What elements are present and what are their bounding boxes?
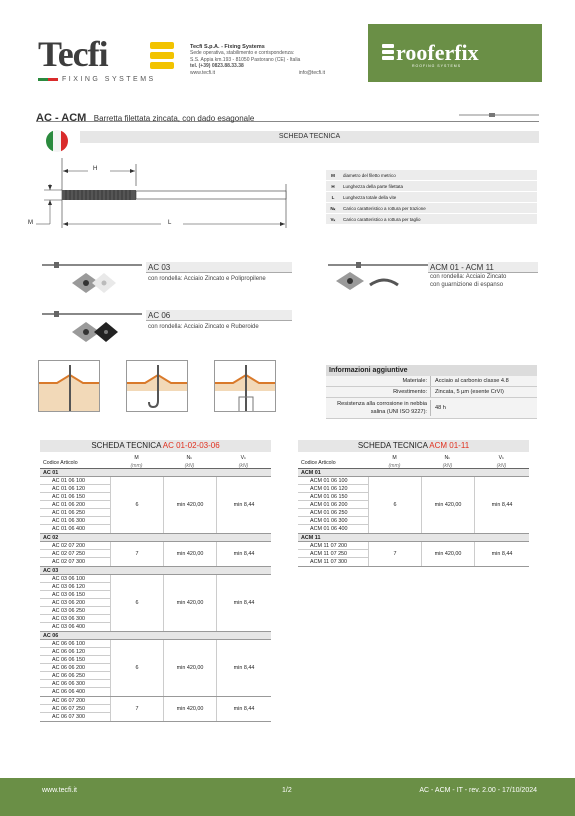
article-codes: [40, 477, 110, 533]
table-title-series: AC 01-02-03-06: [162, 441, 220, 450]
table-row: AC 01 06 300: [40, 517, 110, 525]
dimension-l-label: L: [168, 220, 172, 226]
value-m: 6: [368, 477, 421, 533]
table-row: ACM 11 07 200: [298, 542, 368, 550]
italian-flag-stripe-icon: [38, 78, 58, 81]
table-block: [298, 477, 529, 534]
table-block: [40, 575, 271, 632]
col-header-v: [216, 452, 271, 468]
table-row: AC 03 06 250: [40, 607, 110, 615]
table-row: ACM 01 06 120: [298, 485, 368, 493]
page-number: 1/2: [282, 787, 292, 794]
group-header: AC 01: [40, 469, 271, 477]
table-row: AC 06 06 300: [40, 680, 110, 688]
legend-row: M diametro del filetto metrico: [326, 170, 537, 181]
company-info: [190, 44, 325, 76]
value-nk: min 420,00: [421, 542, 474, 566]
value-vk: min 8,44: [216, 697, 271, 721]
acm-product-image: [326, 259, 430, 299]
col-header-m: [368, 452, 421, 468]
spec-table-acm: [298, 440, 529, 567]
table-row: AC 06 06 100: [40, 640, 110, 648]
value-m: 7: [110, 697, 163, 721]
table-header: [40, 452, 271, 469]
table-title-prefix: SCHEDA TECNICA: [91, 441, 163, 450]
article-codes: [298, 477, 368, 533]
table-row: AC 03 06 300: [40, 615, 110, 623]
tecfi-logo-subtitle: FIXING SYSTEMS: [62, 76, 156, 83]
variant-acm: [428, 262, 538, 289]
article-codes: [40, 575, 110, 631]
col-header-label: M: [134, 455, 139, 461]
value-m: 7: [110, 542, 163, 566]
variant-acm-desc-1: con rondella: Acciaio Zincato: [430, 274, 507, 280]
page-footer: [0, 778, 575, 816]
value-nk: min 420,00: [163, 477, 216, 533]
table-row: ACM 01 06 150: [298, 493, 368, 501]
ac03-product-image: [40, 259, 144, 299]
col-header-n: [421, 452, 474, 468]
table-row: ACM 01 06 200: [298, 501, 368, 509]
col-header-unit: (kN): [184, 462, 195, 469]
variant-ac03-title: AC 03: [146, 262, 292, 273]
company-web[interactable]: www.tecfi.it: [190, 69, 216, 76]
installation-illustration-1: [38, 360, 100, 412]
installation-illustration-2: [126, 360, 188, 412]
table-row: AC 03 06 400: [52, 624, 85, 630]
table-title: [40, 440, 271, 452]
table-row: AC 06 06 200: [40, 664, 110, 672]
table-row: AC 01 06 100: [40, 477, 110, 485]
article-codes: [298, 542, 368, 566]
company-email[interactable]: info@tecfi.it: [298, 69, 325, 76]
col-header-unit: (kN): [442, 462, 453, 469]
table-row: AC 01 06 120: [40, 485, 110, 493]
technical-drawing: [36, 158, 296, 238]
article-codes: [40, 640, 110, 696]
value-vk: min 8,44: [474, 542, 529, 566]
threaded-rod-icon: [459, 112, 539, 118]
table-block: [40, 542, 271, 567]
value-nk: min 420,00: [163, 640, 216, 696]
company-name: Tecfi S.p.A. - Fixing Systems: [190, 44, 265, 50]
rooferfix-logo: rooferfix: [396, 40, 479, 65]
table-row: ACM 11 07 250: [298, 550, 368, 558]
table-title: [298, 440, 529, 452]
table-row: AC 01 06 200: [40, 501, 110, 509]
table-row: AC 06 07 250: [40, 705, 110, 713]
document-revision: AC - ACM - IT - rev. 2.00 - 17/10/2024: [419, 787, 537, 794]
table-title-series: ACM 01-11: [429, 441, 470, 450]
info-row: Materiale: Acciaio al carbonio classe 4.8: [326, 376, 537, 387]
legend-row: Nₖ Carico caratteristico a rottura per trazione: [326, 203, 537, 214]
value-vk: min 8,44: [216, 640, 271, 696]
col-header-code: Codice Articolo: [301, 460, 336, 466]
scheda-tecnica-heading: SCHEDA TECNICA: [80, 131, 539, 143]
value-vk: min 8,44: [216, 575, 271, 631]
table-row: AC 03 06 200: [40, 599, 110, 607]
variant-ac03: [146, 262, 292, 283]
col-header-label: Nₖ: [444, 455, 451, 461]
table-row: AC 03 06 150: [40, 591, 110, 599]
value-m: 6: [110, 575, 163, 631]
variant-ac06-title: AC 06: [146, 310, 292, 321]
value-vk: min 8,44: [216, 477, 271, 533]
additional-info-heading: Informazioni aggiuntive: [326, 365, 537, 376]
table-row: ACM 01 06 100: [298, 477, 368, 485]
value-nk: min 420,00: [163, 542, 216, 566]
table-row: AC 03 06 120: [40, 583, 110, 591]
table-block: [40, 477, 271, 534]
rooferfix-mark-icon: [382, 44, 394, 60]
value-vk: min 8,44: [216, 542, 271, 566]
legend-row: Vₖ Carico caratteristico a rottura per taglio: [326, 214, 537, 225]
table-row: AC 01 06 150: [40, 493, 110, 501]
dimension-h-label: H: [93, 166, 98, 172]
legend-row: H Lunghezza della parte filettata: [326, 181, 537, 192]
col-header-label: M: [392, 455, 397, 461]
product-description: Barretta filettata zincata, con dado esagonale: [93, 114, 255, 123]
variant-ac06-desc: con rondella: Acciaio Zincato e Ruberoide: [148, 324, 259, 330]
table-header: [298, 452, 529, 469]
spec-table-ac: [40, 440, 271, 722]
col-header-label: Vₖ: [240, 455, 247, 461]
table-row: AC 01 06 250: [40, 509, 110, 517]
symbol-legend: [326, 170, 537, 225]
group-header: AC 06: [40, 632, 271, 640]
table-row: ACM 01 06 300: [298, 517, 368, 525]
table-block: [40, 640, 271, 697]
product-code: AC - ACM: [36, 112, 87, 124]
tecfi-logo: Tecfi: [38, 34, 108, 74]
table-row: AC 02 07 250: [40, 550, 110, 558]
table-row: AC 02 07 300: [52, 559, 85, 565]
value-m: 6: [110, 640, 163, 696]
product-title-bar: [36, 108, 539, 122]
col-header-m: [110, 452, 163, 468]
table-row: AC 01 06 400: [52, 526, 85, 532]
table-row: AC 06 06 120: [40, 648, 110, 656]
col-header-label: Nₖ: [186, 455, 193, 461]
col-header-n: [163, 452, 216, 468]
dimension-m-label: M: [28, 220, 33, 226]
variant-ac03-desc: con rondella: Acciaio Zincato e Polipropilene: [148, 276, 266, 282]
tecfi-logo-mark-icon: [150, 42, 174, 70]
group-header: ACM 11: [298, 534, 529, 542]
company-phone: tel. (+39) 0823.88.33.38: [190, 63, 244, 70]
footer-website[interactable]: www.tecfi.it: [42, 787, 78, 794]
additional-info-table: [326, 365, 537, 419]
ac06-product-image: [40, 308, 144, 348]
value-m: 7: [368, 542, 421, 566]
value-nk: min 420,00: [421, 477, 474, 533]
company-address-2: S.S. Appia km.193 - 81050 Pastorano (CE) - Italia: [190, 56, 301, 63]
group-header: ACM 01: [298, 469, 529, 477]
group-header: AC 02: [40, 534, 271, 542]
table-row: AC 06 07 200: [40, 697, 110, 705]
page-header: [0, 0, 575, 96]
col-header-unit: (mm): [130, 462, 143, 469]
legend-row: L Lunghezza totale della vite: [326, 192, 537, 203]
col-header-unit: (kN): [238, 462, 249, 469]
article-codes: [40, 697, 110, 721]
col-header-code: Codice Articolo: [43, 460, 78, 466]
table-title-prefix: SCHEDA TECNICA: [357, 441, 430, 450]
value-vk: min 8,44: [474, 477, 529, 533]
col-header-unit: (kN): [496, 462, 507, 469]
col-header-label: Vₖ: [498, 455, 505, 461]
value-m: 6: [110, 477, 163, 533]
rooferfix-subtitle: ROOFING SYSTEMS: [412, 64, 462, 68]
info-row: Rivestimento: Zincata, 5 µm (esente CrVI): [326, 387, 537, 398]
group-header: AC 03: [40, 567, 271, 575]
col-header-v: [474, 452, 529, 468]
variant-acm-title: ACM 01 - ACM 11: [428, 262, 538, 273]
installation-illustration-3: [214, 360, 276, 412]
variant-ac06: [146, 310, 292, 331]
italian-flag-icon: [46, 130, 68, 152]
company-address-1: Sede operativa, stabilimento e corrispondenza:: [190, 50, 295, 57]
table-row: ACM 01 06 250: [298, 509, 368, 517]
info-row: Resistenza alla corrosione in nebbia salina (UNI ISO 9227): 48 h: [326, 398, 537, 419]
table-row: AC 02 07 200: [40, 542, 110, 550]
value-nk: min 420,00: [163, 575, 216, 631]
table-row: AC 06 06 150: [40, 656, 110, 664]
variant-acm-desc-2: con guarnizione di espanso: [430, 282, 504, 288]
table-row: AC 06 06 400: [52, 689, 85, 695]
article-codes: [40, 542, 110, 566]
table-block: [40, 697, 271, 722]
value-nk: min 420,00: [163, 697, 216, 721]
table-row: AC 06 06 250: [40, 672, 110, 680]
table-row: ACM 01 06 400: [310, 526, 348, 532]
col-header-unit: (mm): [388, 462, 401, 469]
table-row: AC 03 06 100: [40, 575, 110, 583]
table-row: ACM 11 07 300: [310, 559, 348, 565]
table-block: [298, 542, 529, 567]
table-row: AC 06 07 300: [52, 714, 85, 720]
